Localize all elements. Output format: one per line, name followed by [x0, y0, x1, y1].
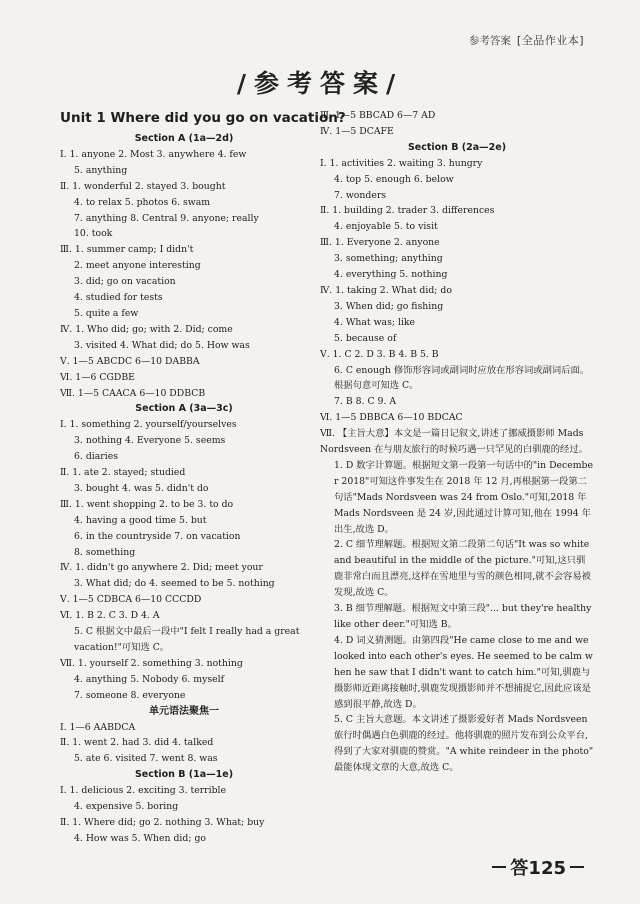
answer-line: Ⅰ. 1—6 AABDCA: [60, 721, 136, 733]
answer-line: Ⅴ. 1. C 2. D 3. B 4. B 5. B: [320, 348, 439, 360]
answer-line: Ⅲ. 1. went shopping 2. to be 3. to do: [60, 498, 234, 510]
section-heading: Section A (3a—3c): [135, 403, 233, 415]
answer-line: 3. did; go on vacation: [74, 276, 176, 288]
answer-line: 6. diaries: [74, 451, 118, 463]
answer-line: 8. something: [74, 546, 136, 558]
answer-line: Ⅵ. 1. B 2. C 3. D 4. A: [60, 610, 160, 622]
answer-line: 10. took: [74, 228, 113, 240]
answer-line: Ⅱ. 1. Where did; go 2. nothing 3. What; buy: [60, 816, 265, 828]
section-heading: Section B (2a—2e): [407, 141, 507, 153]
page-number: [492, 854, 584, 880]
header-brand: [全品作业本]: [516, 34, 584, 47]
unit-title: Unit 1 Where did you go on vacation?: [60, 110, 346, 126]
answer-line: 7. B 8. C 9. A: [334, 396, 397, 408]
answer-line: 4. to relax 5. photos 6. swam: [74, 196, 211, 208]
page-number-dash: [570, 866, 584, 868]
answer-line: Ⅴ. 1—5 ABCDC 6—10 DABBA: [60, 355, 200, 367]
answer-line: Ⅰ. 1. anyone 2. Most 3. anywhere 4. few: [60, 148, 247, 160]
answer-line: 3. What did; do 4. seemed to be 5. nothing: [74, 578, 275, 590]
answer-line: Ⅶ. 1. yourself 2. something 3. nothing: [60, 657, 243, 669]
answer-line: 6. in the countryside 7. on vacation: [74, 530, 241, 542]
answer-line: 4. top 5. enough 6. below: [334, 173, 454, 185]
answer-line: 4. What was; like: [334, 316, 416, 328]
answer-line: 5. quite a few: [74, 307, 139, 319]
answer-line: 3. When did; go fishing: [334, 300, 444, 312]
answer-line: Ⅱ. 1. wonderful 2. stayed 3. bought: [60, 180, 226, 192]
answer-paragraph: 2. C 细节理解题。根据短文第二段第二句话"It was so white and beautiful in the middle of the picture."可知,这只驯鹿非常白而且漂亮,这样在雪地里与雪的颜色相同,就不会容易被发现,故选 C。: [334, 539, 591, 599]
answer-line: 4. expensive 5. boring: [74, 801, 179, 813]
answer-line: Ⅵ. 1—6 CGDBE: [60, 371, 135, 383]
answer-line: Ⅱ. 1. building 2. trader 3. differences: [320, 205, 495, 217]
answer-line: Ⅳ. 1. didn't go anywhere 2. Did; meet your: [60, 562, 263, 574]
answer-line: 4. anything 5. Nobody 6. myself: [74, 673, 225, 685]
answer-line: 4. everything 5. nothing: [334, 269, 448, 281]
answer-line: 3. something; anything: [334, 253, 443, 265]
right-column: [320, 108, 594, 776]
answer-paragraph: 3. B 细节理解题。根据短文中第三段"... but they're healthy like other deer."可知选 B。: [334, 603, 592, 630]
page-title: /参考答案/: [236, 69, 404, 98]
answer-line: Ⅰ. 1. activities 2. waiting 3. hungry: [320, 157, 483, 169]
answer-line: Ⅳ. 1—5 DCAFE: [320, 125, 394, 137]
answer-line: Ⅰ. 1. delicious 2. exciting 3. terrible: [60, 785, 227, 797]
answer-line: Ⅱ. 1. went 2. had 3. did 4. talked: [60, 737, 214, 749]
answer-line: Ⅲ. 1. Everyone 2. anyone: [320, 237, 440, 249]
header-section-label: 参考答案: [468, 34, 511, 47]
grammar-heading: 单元语法聚焦一: [149, 705, 219, 717]
answer-line: Ⅴ. 1—5 CDBCA 6—10 CCCDD: [60, 594, 202, 606]
answer-line: 7. someone 8. everyone: [74, 689, 186, 701]
answer-line: 4. studied for tests: [74, 292, 163, 304]
section-heading: Section B (1a—1e): [134, 769, 234, 781]
answer-line: 5. ate 6. visited 7. went 8. was: [74, 753, 218, 765]
answer-line: Ⅰ. 1. something 2. yourself/yourselves: [60, 419, 237, 431]
answer-paragraph: 5. C 主旨大意题。本文讲述了摄影爱好者 Mads Nordsveen 旅行时偶遇白色驯鹿的经过。他将驯鹿的照片发布到公众平台,得到了大家对驯鹿的赞赏。"A white reindeer in the photo" 最能体现文章的大意,故选 C。: [334, 714, 594, 774]
answer-line: 5. anything: [74, 164, 128, 176]
answer-line: 4. enjoyable 5. to visit: [334, 221, 438, 233]
answer-line: 4. How was 5. When did; go: [74, 832, 206, 844]
answer-paragraph: 4. D 词义猜测题。由第四段"He came close to me and we looked into each other's eyes. He seemed to be calm when he saw that I didn't want to catch him."可知,驯鹿与摄影师近距离接触时,驯鹿发现摄影师并不想捕捉它,因此应该是感到很平静,故选 D。: [334, 634, 593, 710]
page-number-text: 答125: [510, 858, 566, 879]
answer-line: 5. C 根据文中最后一段中"I felt I really had a great vacation!"可知选 C。: [74, 626, 300, 653]
answer-line: Ⅵ. 1—5 DBBCA 6—10 BDCAC: [320, 412, 463, 424]
answer-line: 3. visited 4. What did; do 5. How was: [74, 339, 250, 351]
answer-line: 3. bought 4. was 5. didn't do: [74, 482, 209, 494]
answer-line: 6. C enough 修饰形容词或副词时应放在形容词或副词后面。根据句意可知选 C。: [334, 364, 590, 392]
section-heading: Section A (1a—2d): [134, 133, 234, 144]
answer-line: Ⅲ. 1. summer camp; I didn't: [60, 244, 194, 256]
page-number-dash: [492, 866, 506, 868]
answer-line: Ⅳ. 1. Who did; go; with 2. Did; come: [60, 323, 233, 335]
answer-line: 4. having a good time 5. but: [74, 514, 207, 526]
page-header: [469, 32, 584, 48]
answer-line: 2. meet anyone interesting: [74, 260, 201, 272]
answer-paragraph: Ⅶ. 【主旨大意】本文是一篇日记叙文,讲述了挪威摄影师 Mads Nordsveen 在与朋友旅行的时候巧遇一只罕见的白驯鹿的经过。: [320, 428, 588, 456]
answer-line: Ⅱ. 1. ate 2. stayed; studied: [60, 467, 186, 479]
answer-line: 5. because of: [334, 332, 397, 344]
answer-line: Ⅲ. 1—5 BBCAD 6—7 AD: [320, 110, 436, 121]
answer-line: 7. wonders: [334, 189, 387, 201]
answer-line: 3. nothing 4. Everyone 5. seems: [74, 435, 226, 447]
answer-line: 7. anything 8. Central 9. anyone; really: [74, 212, 259, 224]
answer-line: Ⅶ. 1—5 CAACA 6—10 DDBCB: [60, 387, 206, 399]
answer-line: Ⅳ. 1. taking 2. What did; do: [320, 284, 452, 296]
answer-paragraph: 1. D 数字计算题。根据短文第一段第一句话中的"in December 2018"可知这件事发生在 2018 年 12 月,再根据第一段第二句话"Mads Nordsveen was 24 from Oslo."可知,2018 年 Mads Nordsveen 是 24 岁,因此通过计算可知,他在 1994 年出生,故选 D。: [334, 459, 594, 535]
left-column: [60, 108, 346, 847]
